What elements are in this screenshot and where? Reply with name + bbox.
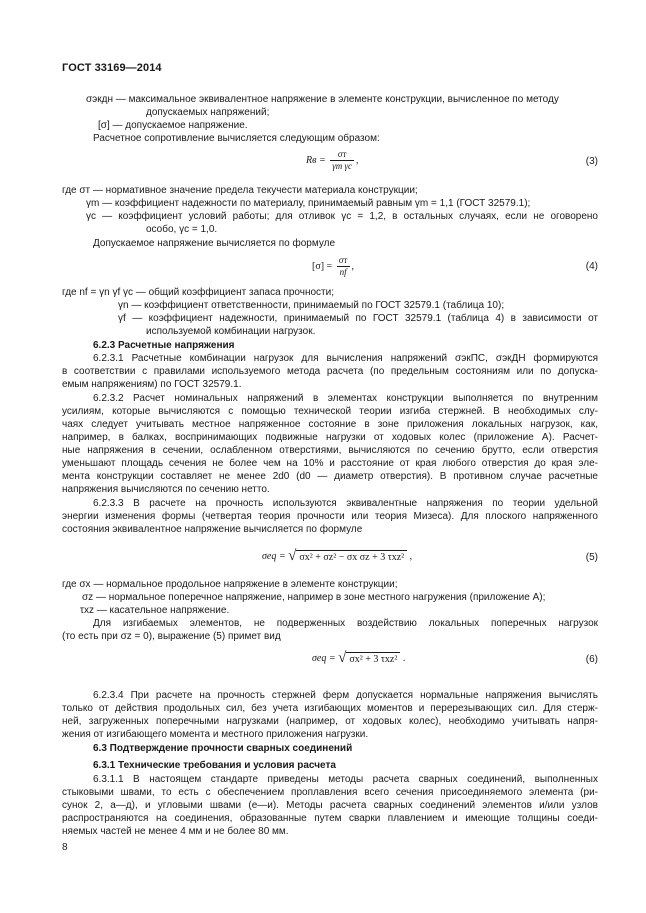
text-line: Допускаемое напряжение вычисляется по формуле [93, 238, 336, 249]
formula-6 [312, 650, 405, 667]
paragraph-line: стыковыми швами, то есть с обеспечением проплавления всего сечения присоединяемого элемента (ри- [62, 787, 598, 798]
paragraph-line: мента конструкции составляет не менее 2d0 (d0 — диаметр отверстия). В противном случае расчетные [62, 471, 598, 482]
formula-4 [312, 255, 354, 278]
formula-number: (5) [585, 552, 598, 563]
fraction-numerator: σт [330, 149, 354, 161]
paragraph-line: няемых частей не менее 4 мм и не более 80 мм. [62, 826, 289, 837]
formula-fraction [337, 255, 350, 278]
sqrt-icon: √ [288, 548, 297, 564]
fraction-denominator: nf [339, 267, 347, 277]
definition-line: σэкдн — максимальное эквивалентное напряжение в элементе конструкции, вычисленное по методу [86, 94, 559, 105]
definition-line: γm — коэффициент надежности по материалу, принимаемый равным γm = 1,1 (ГОСТ 32579.1); [86, 198, 531, 209]
subsection-heading: 6.3.1 Технические требования и условия расчета [93, 760, 336, 771]
definition-line: γf — коэффициент надежности, принимаемый по ГОСТ 32579.1 (таблица 4) в зависимости от [118, 313, 598, 324]
paragraph-line: ней, загруженных поперечными нагрузками (например, от ходовых колес), необходимо учитывать напря- [62, 716, 598, 727]
formula-number: (3) [585, 156, 598, 167]
formula-punct: , [356, 154, 359, 166]
paragraph-line: распространяются на соединения, образованные путем сварки плавлением и имеющие толщины соеди- [62, 813, 598, 824]
formula-number: (4) [585, 261, 598, 272]
formula-lhs: σeq = [312, 652, 336, 664]
text-line: Расчетное сопротивление вычисляется следующим образом: [93, 133, 380, 144]
definition-line: где nf = γn γf γc — общий коэффициент запаса прочности; [62, 287, 334, 298]
paragraph-line: состояния эквивалентное напряжение вычисляется по формуле [62, 524, 363, 535]
paragraph-line: 6.2.3.1 Расчетные комбинации нагрузок для вычисления напряжений σэкПС, σэкДН формируются [93, 353, 598, 364]
paragraph-line: чаях следует учитывать местное напряженное состояние в зоне приложения локальных нагрузок, как, [62, 419, 598, 430]
paragraph-line: 6.2.3.3 В расчете на прочность используются эквивалентные напряжения по теории удельной [93, 498, 598, 509]
definition-line: τxz — касательное напряжение. [80, 605, 230, 616]
formula-punct: , [351, 260, 354, 272]
paragraph-line: например, в балках, воспринимающих подвижные нагрузки от ходовых колес (приложение А). Расчет- [62, 432, 598, 443]
radicand: σx² + σz² − σx σz + 3 τxz² [296, 550, 407, 563]
paragraph-line: напряжения вычисляются по сечению нетто. [62, 484, 270, 495]
page-number: 8 [62, 842, 68, 853]
formula-number: (6) [585, 654, 598, 665]
paragraph-line: усилиям, которые вычисляются с помощью технической теории изгиба стержней. В необходимых слу- [62, 406, 598, 417]
definition-line: где σт — нормативное значение предела текучести материала конструкции; [62, 185, 418, 196]
paragraph-line: 6.2.3.4 При расчете на прочность стержней ферм допускается нормальные напряжения вычислять [93, 690, 598, 701]
document-header: ГОСТ 33169—2014 [62, 62, 162, 74]
formula-lhs: σeq = [262, 550, 286, 562]
radicand: σx² + 3 τxz² [346, 652, 400, 665]
definition-line: γn — коэффициент ответственности, принимаемый по ГОСТ 32579.1 (таблица 10); [118, 300, 505, 311]
sqrt-icon: √ [338, 650, 347, 666]
definition-line: допускаемых напряжений; [146, 107, 270, 118]
definition-line: особо, γc = 1,0. [146, 224, 218, 235]
fraction-denominator: γm γc [332, 161, 353, 171]
paragraph-line: жения от изгибающего момента и местного приложения нагрузки. [62, 729, 369, 740]
section-heading: 6.3 Подтверждение прочности сварных соединений [93, 743, 353, 754]
paragraph-line: 6.3.1.1 В настоящем стандарте приведены методы расчета сварных соединений, выполненных [93, 774, 598, 785]
fraction-numerator: σт [338, 255, 348, 265]
definition-line: где σx — нормальное продольное напряжение в элементе конструкции; [62, 579, 398, 590]
definition-line: [σ] — допускаемое напряжение. [98, 120, 248, 131]
paragraph-line: сунок 2, а—д), и угловыми швами (е—и). Методы расчета сварных соединений элементов и/или узлов [62, 800, 598, 811]
paragraph-line: Для изгибаемых элементов, не подверженных воздействию локальных поперечных нагрузок [93, 618, 598, 629]
definition-line: γc — коэффициент условий работы; для отливок γc = 1,2, в остальных случаях, если не оговорено [86, 211, 598, 222]
section-heading: 6.2.3 Расчетные напряжения [93, 340, 235, 351]
formula-3 [306, 149, 359, 172]
paragraph-line: (то есть при σz = 0), выражение (5) примет вид [62, 631, 281, 642]
formula-fraction [330, 149, 354, 172]
formula-punct: . [402, 652, 406, 664]
formula-lhs: [σ] = [312, 260, 333, 272]
paragraph-line: только от действия продольных сил, без учета изгибающих моментов и перерезывающих сил. Для стерж- [62, 703, 598, 714]
paragraph-line: в соответствии с правилами используемого метода расчета (по предельным состояниям или по допуска- [62, 366, 598, 377]
paragraph-line: 6.2.3.2 Расчет номинальных напряжений в элементах конструкции выполняется по внутренним [93, 393, 598, 404]
formula-lhs: Rв = [306, 154, 326, 166]
paragraph-line: ные напряжения в сечении, ослабленном отверстиями, вычисляются по сечению брутто, если отверстия [62, 445, 598, 456]
paragraph-line: уменьшают площадь сечения не более чем на 10% и расстояние от края любого отверстия до края эле- [62, 458, 598, 469]
formula-5 [262, 548, 412, 565]
paragraph-line: емым напряжениям) по ГОСТ 32579.1. [62, 379, 242, 390]
definition-line: σz — нормальное поперечное напряжение, например в зоне местного нагружения (приложение А); [82, 592, 546, 603]
formula-punct: , [409, 550, 413, 562]
definition-line: используемой комбинации нагрузок. [146, 326, 316, 337]
paragraph-line: энергии изменения формы (четвертая теория прочности или теория Мизеса). Для плоского напряженного [62, 511, 598, 522]
